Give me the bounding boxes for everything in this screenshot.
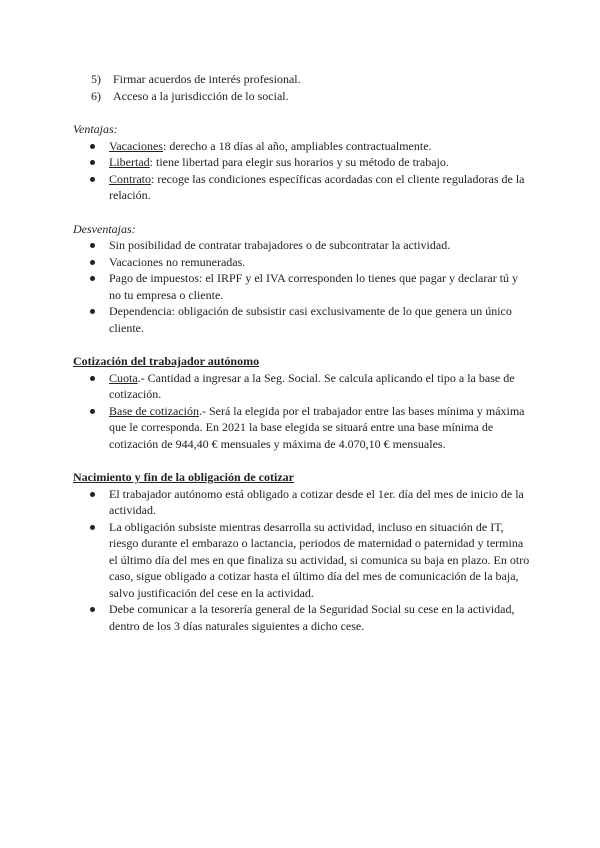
item-text: : derecho a 18 días al año, ampliables contractualmente. — [162, 138, 432, 153]
item-term: Contrato — [109, 171, 151, 186]
ventajas-list — [73, 138, 533, 204]
item-number: 5) — [91, 72, 101, 86]
item-text: .- Cantidad a ingresar a la Seg. Social. Se calcula aplicando el tipo a la base de cotización. — [109, 370, 515, 401]
cotizacion-heading: Cotización del trabajador autónomo — [73, 354, 260, 368]
item-text: Acceso a la jurisdicción de lo social. — [113, 88, 289, 103]
bullet-icon — [90, 160, 95, 165]
bullet-icon — [90, 177, 95, 182]
list-item — [73, 270, 533, 303]
item-text: : recoge las condiciones específicas acordadas con el cliente reguladoras de la relación. — [109, 171, 525, 202]
item-text: Firmar acuerdos de interés profesional. — [113, 72, 301, 86]
item-term: Base de cotización — [109, 403, 199, 418]
list-item — [73, 88, 533, 105]
bullet-icon — [90, 376, 95, 381]
cotizacion-list — [73, 370, 533, 453]
item-text: Dependencia: obligación de subsistir casi exclusivamente de lo que genera un único cliente. — [109, 304, 512, 335]
bullet-icon — [90, 607, 95, 612]
document-body — [73, 71, 533, 634]
numbered-list — [73, 71, 533, 104]
list-item — [73, 237, 533, 254]
bullet-icon — [90, 492, 95, 497]
bullet-icon — [90, 144, 95, 149]
bullet-icon — [90, 276, 95, 281]
nacimiento-list — [73, 486, 533, 635]
desventajas-list — [73, 237, 533, 336]
list-item — [73, 303, 533, 336]
item-term: Vacaciones — [109, 138, 163, 153]
list-item — [73, 71, 533, 88]
item-text: Pago de impuestos: el IRPF y el IVA corresponden lo tienes que pagar y declarar tú y no tu empresa o cliente. — [109, 271, 519, 302]
bullet-icon — [90, 525, 95, 530]
list-item — [73, 154, 533, 171]
item-text: Vacaciones no remuneradas. — [109, 254, 246, 269]
list-item — [73, 370, 533, 403]
list-item — [73, 138, 533, 155]
bullet-icon — [90, 309, 95, 314]
bullet-icon — [90, 409, 95, 414]
bullet-icon — [90, 243, 95, 248]
item-text: Debe comunicar a la tesorería general de la Seguridad Social su cese en la actividad, dentro de los 3 días naturales siguientes a dicho cese. — [109, 602, 515, 633]
bullet-icon — [90, 260, 95, 265]
list-item — [73, 601, 533, 634]
item-number: 6) — [91, 88, 101, 103]
list-item — [73, 486, 533, 519]
item-text: La obligación subsiste mientras desarrolla su actividad, incluso en situación de IT, riesgo durante el embarazo o lactancia, periodos de maternidad o paternidad y termina el último día del mes en que finaliza su actividad, si comunica su baja en plazo. En otro caso, sigue obligado a cotizar hasta el último día del mes de comunicación de la baja, salvo justificación del cese en la actividad. — [109, 519, 530, 600]
list-item — [73, 254, 533, 271]
nacimiento-heading: Nacimiento y fin de la obligación de cotizar — [73, 470, 294, 484]
desventajas-heading: Desventajas: — [73, 221, 136, 236]
list-item — [73, 519, 533, 602]
item-text: : tiene libertad para elegir sus horarios y su método de trabajo. — [149, 155, 449, 169]
item-text: Sin posibilidad de contratar trabajadores o de subcontratar la actividad. — [109, 238, 451, 252]
item-term: Libertad — [109, 155, 150, 169]
item-text: .- Será la elegida por el trabajador entre las bases mínima y máxima que le corresponda. En 2021 la base elegida se situará entre una base mínima de cotización de 944,40 € mensuales y máxima de 4.070,10 € mensuales. — [109, 403, 525, 451]
ventajas-heading: Ventajas: — [73, 122, 118, 136]
list-item — [73, 403, 533, 453]
list-item — [73, 171, 533, 204]
item-text: El trabajador autónomo está obligado a cotizar desde el 1er. día del mes de inicio de la actividad. — [109, 486, 524, 517]
item-term: Cuota — [109, 370, 138, 385]
